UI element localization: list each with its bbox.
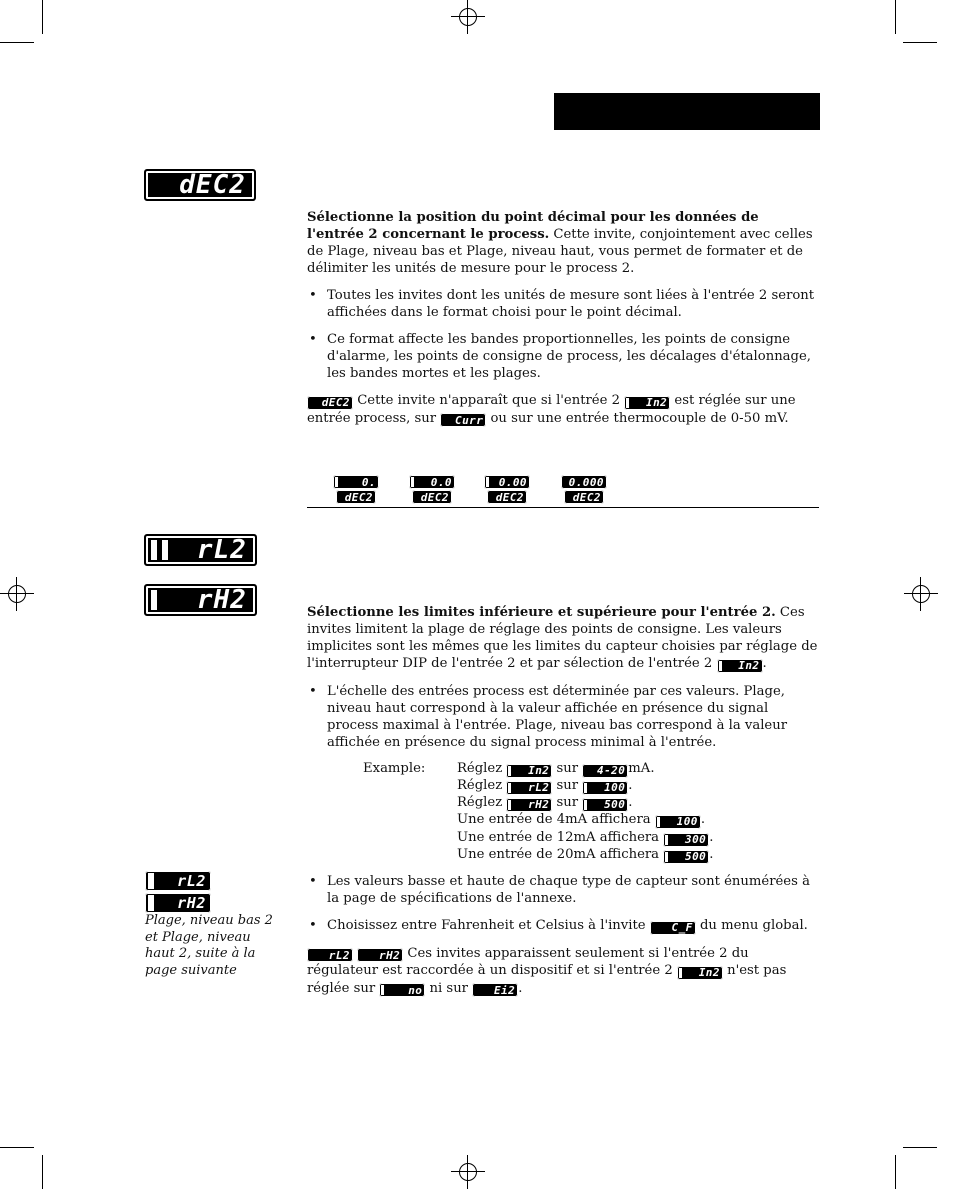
- display-in2: In2: [677, 966, 723, 980]
- example-line: Réglez In2 sur 4-20 mA.: [457, 761, 655, 777]
- display-rl2: rL2: [506, 781, 552, 795]
- section1-intro: Sélectionne la position du point décimal pour les données de l'entrée 2 concernant le process. Cette invite, conjointement avec celles de Plage, niveau bas et Plage, niveau haut, vous permet de formater et de délimiter les unités de mesure pour le process 2.: [307, 210, 813, 276]
- display-100: 100: [655, 815, 701, 829]
- registration-mark: [451, 1155, 485, 1189]
- format-label-display: dEC2: [564, 490, 604, 504]
- section2-body-continued: [307, 873, 819, 1007]
- example-line: Réglez rL2 sur 100 .: [457, 778, 633, 794]
- display-500: 500: [663, 850, 709, 864]
- side-display-rl2: rL2: [145, 871, 211, 891]
- registration-mark: [451, 0, 485, 34]
- side-display-rh2: rH2: [145, 893, 211, 913]
- crop-mark: [0, 1147, 34, 1148]
- crop-mark: [895, 1155, 896, 1189]
- section1-note: dEC2 Cette invite n'apparaît que si l'entrée 2 In2 est réglée sur une entrée process, sur Curr ou sur une entrée thermocouple de 0-50 mV.: [307, 393, 796, 427]
- section1-body: [307, 209, 819, 437]
- display-100: 100: [582, 781, 628, 795]
- display-in2: In2: [624, 396, 670, 410]
- crop-mark: [903, 1147, 937, 1148]
- prompt-display-rh2: rH2: [144, 584, 257, 616]
- example-line: Réglez rH2 sur 500 .: [457, 795, 633, 811]
- section2-note: rL2 rH2 Ces invites apparaissent seulement si l'entrée 2 du régulateur est raccordée à un dispositif et si l'entrée 2 In2 n'est pas réglée sur no ni sur Ei2 .: [307, 945, 787, 997]
- crop-mark: [903, 42, 937, 43]
- section1-bullet: • Ce format affecte les bandes proportionnelles, les points de consigne d'alarme, les points de consigne de process, les décalages d'étalonnage, les bandes mortes et les plages.: [307, 331, 819, 382]
- crop-mark: [895, 0, 896, 34]
- crop-mark: [42, 1155, 43, 1189]
- display-no: no: [379, 983, 425, 997]
- format-value-display: 0.00: [484, 475, 530, 489]
- display-rh2: rH2: [357, 948, 403, 962]
- crop-mark: [42, 0, 43, 34]
- example-line: Une entrée de 20mA affichera 500 .: [457, 847, 714, 863]
- example-line: Une entrée de 4mA affichera 100 .: [457, 812, 706, 828]
- section2-intro: Sélectionne les limites inférieure et supérieure pour l'entrée 2. Ces invites limitent la plage de réglage des points de consigne. Les valeurs implicites sont les mêmes que les limites du capteur choisies par réglage de l'interrupteur DIP de l'entrée 2 et par sélection de l'entrée 2 In2 .: [307, 605, 818, 672]
- section2-body: [307, 604, 819, 761]
- crop-mark: [0, 42, 34, 43]
- section-divider: [307, 507, 819, 508]
- format-label-display: dEC2: [336, 490, 376, 504]
- section2-bullet: • Choisissez entre Fahrenheit et Celsius à l'invite C_F du menu global.: [307, 917, 819, 935]
- prompt-display-rl2: rL2: [144, 534, 257, 566]
- format-value-display: 0.: [333, 475, 379, 489]
- side-caption: Plage, niveau bas 2 et Plage, niveau haut 2, suite à la page suivante: [145, 913, 273, 978]
- display-rh2: rH2: [506, 798, 552, 812]
- display-curr: Curr: [440, 413, 486, 427]
- display-in2: In2: [506, 764, 552, 778]
- header-bar: [554, 93, 820, 130]
- section2-bullet: • L'échelle des entrées process est déterminée par ces valeurs. Plage, niveau haut correspond à la valeur affichée en présence du signal process maximal à l'entrée. Plage, niveau bas correspond à la valeur affichée en présence du signal process minimal à l'entrée.: [307, 683, 819, 751]
- registration-mark: [904, 577, 938, 611]
- example-line: Une entrée de 12mA affichera 300 .: [457, 830, 714, 846]
- display-c-f: C_F: [650, 921, 696, 935]
- display-in2: In2: [717, 659, 763, 673]
- display-dec2: dEC2: [307, 396, 353, 410]
- format-value-display: 0.000: [561, 475, 607, 489]
- format-label-display: dEC2: [412, 490, 452, 504]
- section1-bullet: • Toutes les invites dont les unités de mesure sont liées à l'entrée 2 seront affichées dans le format choisi pour le point décimal.: [307, 287, 819, 321]
- display-rl2: rL2: [307, 948, 353, 962]
- format-value-display: 0.0: [409, 475, 455, 489]
- display-300: 300: [663, 833, 709, 847]
- section2-bullet: • Les valeurs basse et haute de chaque type de capteur sont énumérées à la page de spécifications de l'annexe.: [307, 873, 819, 907]
- format-label-display: dEC2: [487, 490, 527, 504]
- prompt-display-dec2: dEC2: [144, 169, 256, 201]
- example-label: Example:: [363, 761, 426, 776]
- display-4-20: 4-20: [582, 764, 628, 778]
- registration-mark: [0, 577, 34, 611]
- display-ei2: Ei2: [472, 983, 518, 997]
- display-500: 500: [582, 798, 628, 812]
